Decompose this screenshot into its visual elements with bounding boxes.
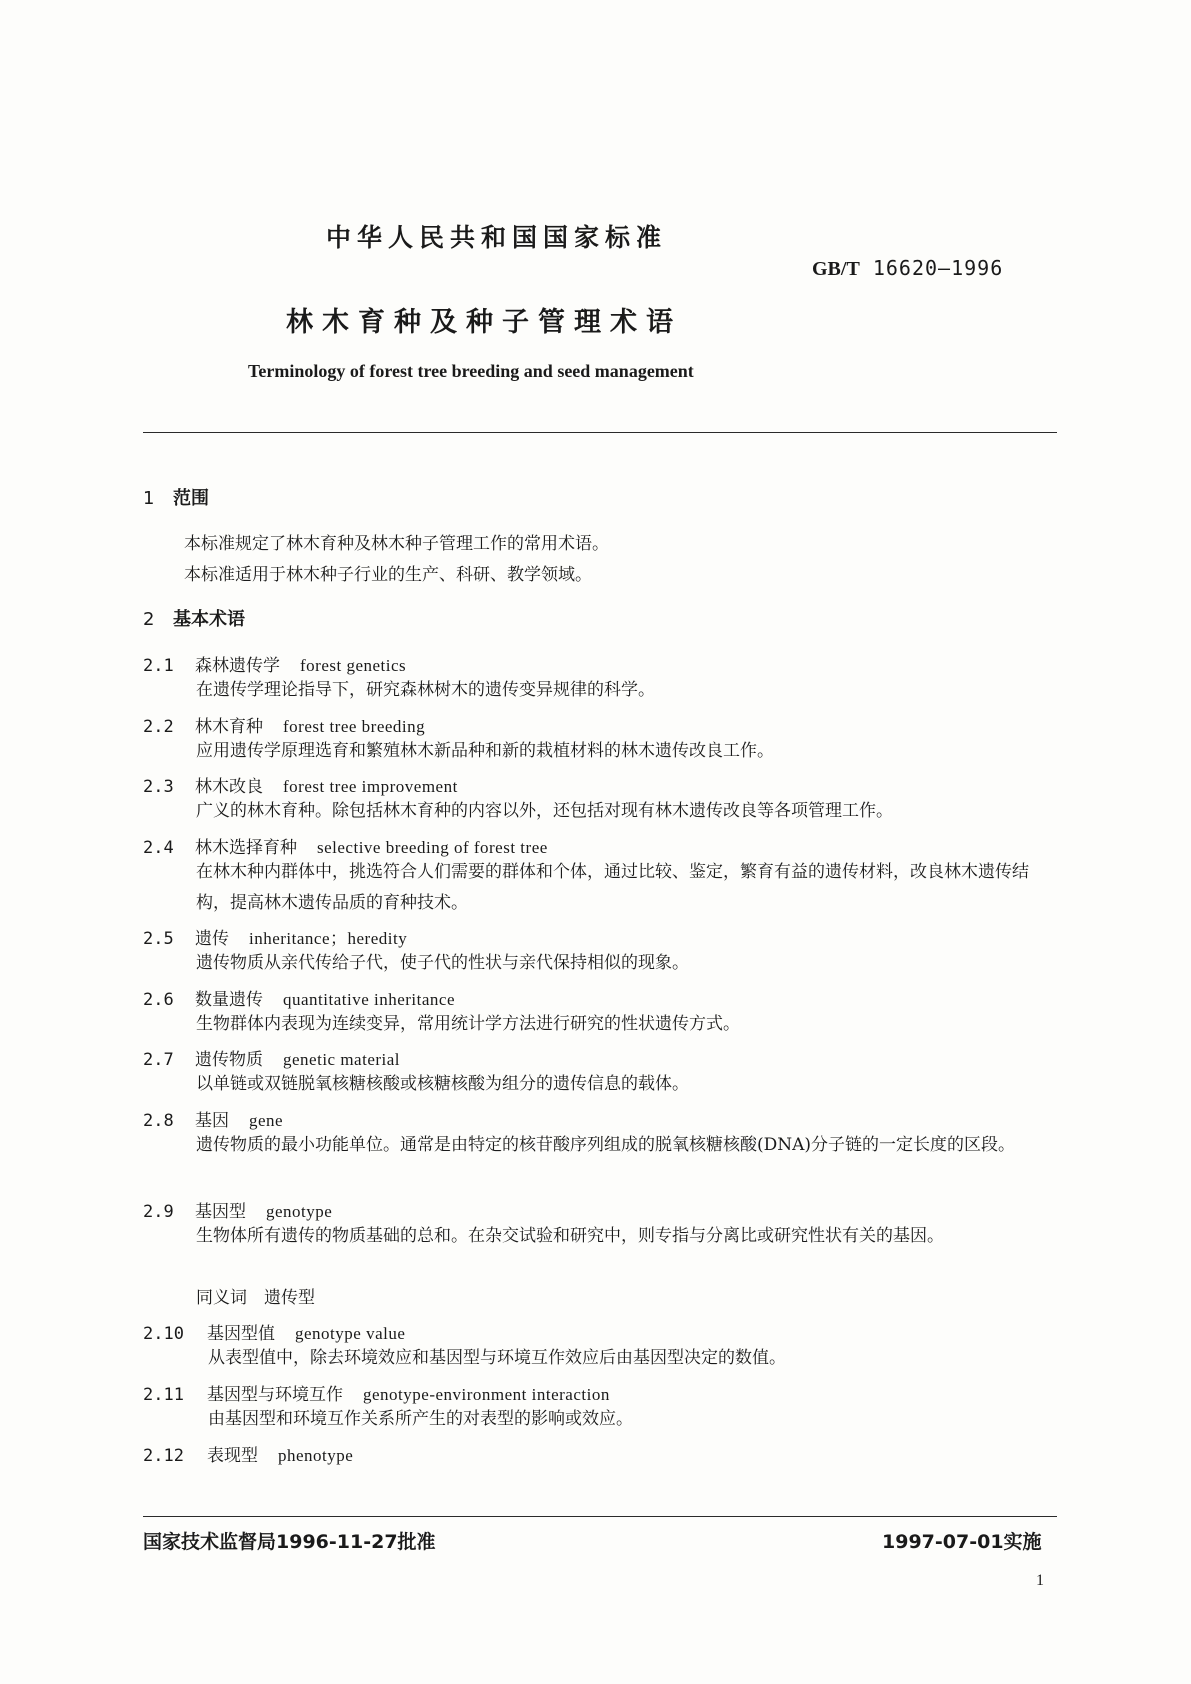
term-entry [143, 1197, 332, 1222]
approval-line: 国家技术监督局1996-11-27批准 [143, 1531, 436, 1553]
term-chinese: 基因型 [195, 1202, 246, 1222]
term-definition: 生物群体内表现为连续变异，常用统计学方法进行研究的性状遗传方式。 [196, 1014, 740, 1034]
term-chinese: 基因 [195, 1111, 229, 1131]
term-english: forest tree breeding [283, 717, 426, 736]
term-entry [143, 1441, 353, 1466]
title-english: Terminology of forest tree breeding and seed management [248, 361, 694, 381]
code-number: 16620—1996 [872, 256, 1004, 280]
term-entry [143, 1380, 610, 1405]
term-number: 2.2 [143, 717, 174, 737]
title-chinese: 林木育种及种子管理术语 [286, 307, 682, 338]
term-definition: 遗传物质从亲代传给子代，使子代的性状与亲代保持相似的现象。 [196, 953, 689, 973]
term-definition: 广义的林木育种。除包括林木育种的内容以外，还包括对现有林木遗传改良等各项管理工作。 [196, 801, 893, 821]
term-number: 2.1 [143, 656, 174, 676]
page-number: 1 [1036, 1572, 1044, 1589]
term-definition: 应用遗传学原理选育和繁殖林木新品种和新的栽植材料的林木遗传改良工作。 [196, 741, 774, 761]
term-chinese: 林木选择育种 [195, 838, 297, 858]
header-divider [143, 432, 1057, 433]
term-number: 2.11 [143, 1385, 184, 1405]
term-entry [143, 1106, 283, 1131]
section-number: 1 [143, 488, 155, 509]
scope-paragraph: 本标准规定了林木育种及林木种子管理工作的常用术语。 [184, 534, 609, 554]
term-definition: 以单链或双链脱氧核糖核酸或核糖核酸为组分的遗传信息的载体。 [196, 1074, 689, 1094]
term-number: 2.7 [143, 1050, 174, 1070]
term-number: 2.3 [143, 777, 174, 797]
term-entry [143, 651, 406, 676]
term-english: phenotype [278, 1446, 354, 1465]
term-entry [143, 1045, 400, 1070]
section-label: 基本术语 [173, 609, 245, 630]
term-english: genotype-environment interaction [363, 1385, 610, 1404]
term-chinese: 基因型与环境互作 [207, 1385, 343, 1405]
term-number: 2.10 [143, 1324, 184, 1344]
term-entry [143, 1319, 405, 1344]
term-definition: 由基因型和环境互作关系所产生的对表型的影响或效应。 [208, 1409, 633, 1429]
section-number: 2 [143, 609, 155, 630]
footer-divider [143, 1516, 1057, 1517]
term-number: 2.12 [143, 1446, 184, 1466]
term-english: quantitative inheritance [283, 990, 456, 1009]
section-heading-scope [143, 484, 209, 510]
term-chinese: 数量遗传 [195, 990, 263, 1010]
term-english: genotype [266, 1202, 333, 1221]
term-chinese: 林木改良 [195, 777, 263, 797]
term-chinese: 表现型 [207, 1446, 258, 1466]
term-english: selective breeding of forest tree [317, 838, 548, 857]
code-prefix: GB/T [812, 258, 860, 280]
term-number: 2.8 [143, 1111, 174, 1131]
scope-paragraph: 本标准适用于林木种子行业的生产、科研、教学领域。 [184, 565, 592, 585]
term-entry [143, 772, 458, 797]
section-label: 范围 [173, 488, 209, 509]
term-english: genotype value [295, 1324, 406, 1343]
term-number: 2.5 [143, 929, 174, 949]
term-chinese: 森林遗传学 [195, 656, 280, 676]
term-english: genetic material [283, 1050, 401, 1069]
term-entry [143, 924, 407, 949]
term-entry [143, 985, 455, 1010]
standard-code [812, 256, 1003, 281]
term-definition: 从表型值中，除去环境效应和基因型与环境互作效应后由基因型决定的数值。 [208, 1348, 786, 1368]
term-english: inheritance；heredity [249, 929, 408, 948]
term-number: 2.6 [143, 990, 174, 1010]
section-heading-basic-terms [143, 605, 245, 631]
term-english: forest genetics [300, 656, 407, 675]
term-chinese: 基因型值 [207, 1324, 275, 1344]
term-number: 2.4 [143, 838, 174, 858]
national-standard-heading: 中华人民共和国国家标准 [326, 223, 668, 252]
term-english: gene [249, 1111, 284, 1130]
term-entry [143, 833, 548, 858]
implementation-date: 1997-07-01实施 [882, 1531, 1042, 1553]
term-number: 2.9 [143, 1202, 174, 1222]
term-definition: 在林木种内群体中，挑选符合人们需要的群体和个体，通过比较、鉴定，繁育有益的遗传材料，改良林木遗传结构，提高林木遗传品质的育种技术。 [196, 862, 1029, 913]
term-english: forest tree improvement [283, 777, 458, 796]
term-synonym: 同义词 遗传型 [196, 1288, 315, 1308]
term-chinese: 遗传 [195, 929, 229, 949]
term-definition: 在遗传学理论指导下，研究森林树木的遗传变异规律的科学。 [196, 680, 655, 700]
term-chinese: 遗传物质 [195, 1050, 263, 1070]
term-definition: 遗传物质的最小功能单位。通常是由特定的核苷酸序列组成的脱氧核糖核酸(DNA)分子链的一定长度的区段。 [196, 1135, 1016, 1155]
term-chinese: 林木育种 [195, 717, 263, 737]
term-definition: 生物体所有遗传的物质基础的总和。在杂交试验和研究中，则专指与分离比或研究性状有关的基因。 [196, 1226, 944, 1246]
term-entry [143, 712, 425, 737]
